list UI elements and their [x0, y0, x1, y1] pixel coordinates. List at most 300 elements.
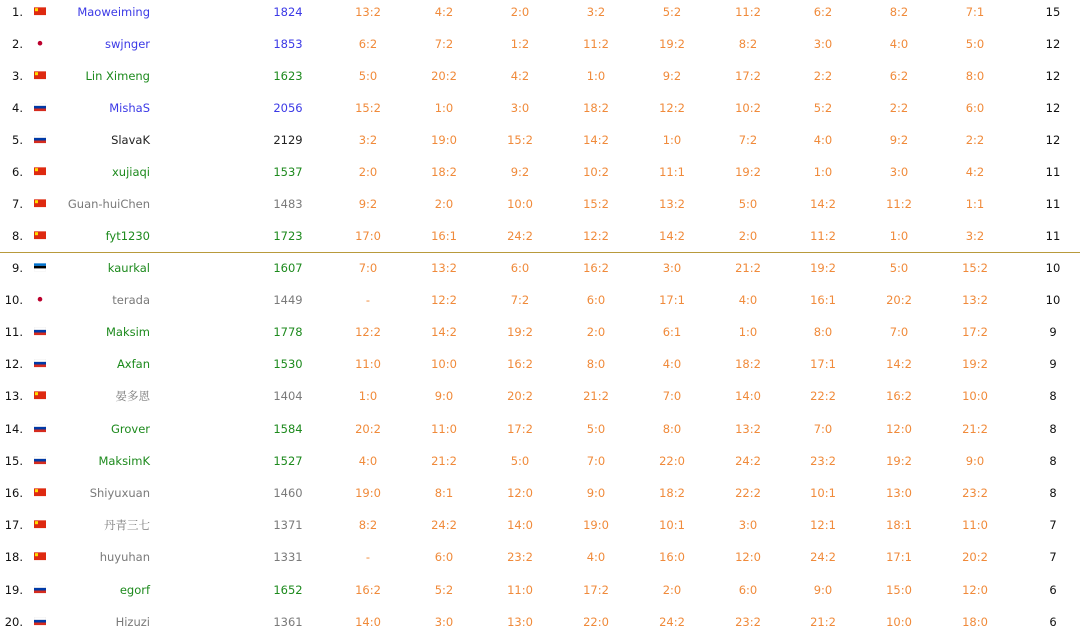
rating: 1371 — [273, 518, 303, 532]
total-score: 8 — [1049, 422, 1057, 436]
rating: 2129 — [273, 133, 303, 147]
round-result[interactable]: 9:0 — [965, 454, 985, 468]
round-result[interactable]: 16:2 — [583, 261, 609, 275]
player-name-link[interactable]: Lin Ximeng — [85, 69, 150, 83]
round-result[interactable]: 9:2 — [358, 197, 378, 211]
table-row — [0, 606, 1080, 638]
round-result[interactable]: 10:1 — [659, 518, 685, 532]
round-result[interactable]: 3:2 — [586, 5, 606, 19]
round-result[interactable]: 16:1 — [431, 229, 457, 243]
round-result[interactable]: 6:2 — [358, 37, 378, 51]
rating: 1584 — [273, 422, 303, 436]
round-result[interactable]: 8:1 — [434, 486, 454, 500]
flag-jp-icon — [34, 39, 46, 47]
flag-jp-icon — [34, 295, 46, 303]
round-result[interactable]: 9:0 — [813, 583, 833, 597]
round-result[interactable]: 17:1 — [886, 550, 912, 564]
round-result[interactable]: 12:0 — [886, 422, 912, 436]
round-result[interactable]: 4:0 — [889, 37, 909, 51]
round-result[interactable]: 24:2 — [659, 615, 685, 629]
round-result[interactable]: 6:0 — [586, 293, 606, 307]
round-result[interactable]: 3:0 — [889, 165, 909, 179]
round-result[interactable]: 4:0 — [586, 550, 606, 564]
table-row — [0, 380, 1080, 412]
round-result[interactable]: 13:2 — [355, 5, 381, 19]
table-row — [0, 188, 1080, 220]
round-result[interactable]: 1:0 — [662, 133, 682, 147]
player-name-link[interactable]: SlavaK — [111, 133, 150, 147]
round-result[interactable]: 4:0 — [358, 454, 378, 468]
round-result[interactable]: 7:2 — [510, 293, 530, 307]
round-result[interactable]: 7:2 — [738, 133, 758, 147]
table-row — [0, 574, 1080, 606]
round-result[interactable]: 9:0 — [434, 389, 454, 403]
round-result[interactable]: 22:2 — [810, 389, 836, 403]
round-result[interactable]: 17:2 — [507, 422, 533, 436]
flag-ru-icon — [34, 103, 46, 111]
total-score: 10 — [1045, 293, 1061, 307]
round-result[interactable]: 5:2 — [434, 583, 454, 597]
round-result[interactable]: 12:0 — [962, 583, 988, 597]
round-result[interactable]: 23:2 — [735, 615, 761, 629]
round-result[interactable]: 16:2 — [355, 583, 381, 597]
round-result[interactable]: 4:2 — [434, 5, 454, 19]
round-result[interactable]: 4:2 — [965, 165, 985, 179]
round-result[interactable]: 13:0 — [507, 615, 533, 629]
round-result[interactable]: 14:2 — [886, 357, 912, 371]
round-result[interactable]: 4:0 — [662, 357, 682, 371]
flag-ru-icon — [34, 585, 46, 593]
round-result[interactable]: 19:2 — [659, 37, 685, 51]
rating: 1607 — [273, 261, 303, 275]
rank: 18. — [4, 550, 23, 564]
round-result[interactable]: 3:2 — [965, 229, 985, 243]
rating: 1723 — [273, 229, 303, 243]
rank: 10. — [4, 293, 23, 307]
round-result[interactable]: 1:0 — [738, 325, 758, 339]
rank: 15. — [4, 454, 23, 468]
round-result[interactable]: 14:2 — [659, 229, 685, 243]
round-result[interactable]: 6:1 — [662, 325, 682, 339]
rating: 1824 — [273, 5, 303, 19]
round-result[interactable]: 8:2 — [358, 518, 378, 532]
rating: 1460 — [273, 486, 303, 500]
round-result[interactable]: 3:0 — [510, 101, 530, 115]
round-result[interactable]: 21:2 — [583, 389, 609, 403]
round-result[interactable]: 22:0 — [583, 615, 609, 629]
round-result[interactable]: 13:2 — [659, 197, 685, 211]
qualification-divider — [0, 252, 1080, 253]
total-score: 12 — [1045, 37, 1061, 51]
round-result[interactable]: 21:2 — [431, 454, 457, 468]
round-result[interactable]: 3:0 — [434, 615, 454, 629]
table-row — [0, 28, 1080, 60]
round-result[interactable]: 5:0 — [738, 197, 758, 211]
table-row — [0, 284, 1080, 316]
rating: 1778 — [273, 325, 303, 339]
round-result[interactable]: 16:0 — [659, 550, 685, 564]
round-result[interactable]: 13:2 — [431, 261, 457, 275]
round-result[interactable]: 6:2 — [889, 69, 909, 83]
rating: 1537 — [273, 165, 303, 179]
rank: 13. — [4, 389, 23, 403]
round-result[interactable]: 1:1 — [965, 197, 985, 211]
round-result[interactable]: 13:2 — [735, 422, 761, 436]
round-result[interactable]: 3:0 — [662, 261, 682, 275]
table-row — [0, 252, 1080, 284]
table-row — [0, 60, 1080, 92]
round-result[interactable]: 19:0 — [355, 486, 381, 500]
round-result[interactable]: 9:2 — [662, 69, 682, 83]
table-row — [0, 220, 1080, 252]
round-result[interactable]: 14:0 — [355, 615, 381, 629]
rank: 5. — [12, 133, 23, 147]
round-result[interactable]: 10:2 — [735, 101, 761, 115]
table-row — [0, 477, 1080, 509]
total-score: 6 — [1049, 583, 1057, 597]
flag-cn-icon — [34, 7, 46, 15]
round-result[interactable]: 18:2 — [735, 357, 761, 371]
round-result[interactable]: 24:2 — [735, 454, 761, 468]
round-result[interactable]: 15:2 — [507, 133, 533, 147]
round-result[interactable]: 14:2 — [583, 133, 609, 147]
round-result[interactable]: 2:2 — [965, 133, 985, 147]
round-result[interactable]: 20:2 — [962, 550, 988, 564]
round-result[interactable]: 10:2 — [583, 165, 609, 179]
player-name-link[interactable]: fyt1230 — [105, 229, 150, 243]
round-result[interactable]: 7:2 — [434, 37, 454, 51]
player-name-link[interactable]: Guan-huiChen — [67, 197, 151, 211]
player-name-link[interactable]: Maksim — [105, 325, 150, 339]
round-result[interactable]: 7:1 — [965, 5, 985, 19]
round-result[interactable]: 18:2 — [583, 101, 609, 115]
flag-cn-icon — [34, 391, 46, 399]
total-score: 12 — [1045, 69, 1061, 83]
player-name-link[interactable]: terada — [112, 293, 150, 307]
round-result[interactable]: 15:2 — [962, 261, 988, 275]
round-result[interactable]: 3:0 — [738, 518, 758, 532]
round-result[interactable]: 20:2 — [355, 422, 381, 436]
round-result[interactable]: 12:1 — [810, 518, 836, 532]
flag-ee-icon — [34, 263, 46, 271]
round-result[interactable]: 7:0 — [358, 261, 378, 275]
round-result[interactable]: 10:0 — [886, 615, 912, 629]
round-result[interactable]: 18:2 — [659, 486, 685, 500]
round-result[interactable]: 21:2 — [735, 261, 761, 275]
round-result[interactable]: 19:2 — [810, 261, 836, 275]
round-result[interactable]: - — [365, 550, 371, 564]
player-name-link[interactable]: Axfan — [116, 357, 150, 371]
round-result[interactable]: 7:0 — [586, 454, 606, 468]
round-result[interactable]: 17:2 — [583, 583, 609, 597]
round-result[interactable]: 11:2 — [886, 197, 912, 211]
round-result[interactable]: 6:0 — [965, 101, 985, 115]
player-name-link[interactable]: Hizuzi — [115, 615, 150, 629]
round-result[interactable]: 2:0 — [510, 5, 530, 19]
table-row — [0, 413, 1080, 445]
round-result[interactable]: 6:2 — [813, 5, 833, 19]
rank: 4. — [12, 101, 23, 115]
round-result[interactable]: 12:2 — [431, 293, 457, 307]
player-name-link[interactable]: MaksimK — [98, 454, 150, 468]
table-row — [0, 348, 1080, 380]
player-name-link[interactable]: Shiyuxuan — [89, 486, 150, 500]
round-result[interactable]: 10:0 — [431, 357, 457, 371]
player-name-link[interactable]: huyuhan — [99, 550, 151, 564]
table-row — [0, 156, 1080, 188]
round-result[interactable]: 17:2 — [962, 325, 988, 339]
rating: 1331 — [273, 550, 303, 564]
rating: 2056 — [273, 101, 303, 115]
player-name-link[interactable]: 晏多恩 — [115, 389, 150, 403]
round-result[interactable]: 4:0 — [738, 293, 758, 307]
round-result[interactable]: 8:2 — [889, 5, 909, 19]
player-name-link[interactable]: swjnger — [105, 37, 151, 51]
round-result[interactable]: 9:0 — [586, 486, 606, 500]
rank: 19. — [4, 583, 23, 597]
round-result[interactable]: 17:1 — [659, 293, 685, 307]
round-result[interactable]: 23:2 — [507, 550, 533, 564]
total-score: 10 — [1045, 261, 1061, 275]
round-result[interactable]: 1:0 — [358, 389, 378, 403]
round-result[interactable]: 19:2 — [886, 454, 912, 468]
round-result[interactable]: - — [365, 293, 371, 307]
round-result[interactable]: 2:0 — [358, 165, 378, 179]
round-result[interactable]: 8:0 — [586, 357, 606, 371]
round-result[interactable]: 7:0 — [662, 389, 682, 403]
round-result[interactable]: 20:2 — [886, 293, 912, 307]
round-result[interactable]: 19:2 — [962, 357, 988, 371]
round-result[interactable]: 19:2 — [507, 325, 533, 339]
round-result[interactable]: 10:0 — [962, 389, 988, 403]
round-result[interactable]: 2:0 — [738, 229, 758, 243]
round-result[interactable]: 16:1 — [810, 293, 836, 307]
round-result[interactable]: 21:2 — [962, 422, 988, 436]
player-name-link[interactable]: xujiaqi — [111, 165, 150, 179]
round-result[interactable]: 22:2 — [735, 486, 761, 500]
table-row — [0, 316, 1080, 348]
round-result[interactable]: 15:0 — [886, 583, 912, 597]
round-result[interactable]: 12:0 — [507, 486, 533, 500]
round-result[interactable]: 17:1 — [810, 357, 836, 371]
round-result[interactable]: 3:0 — [813, 37, 833, 51]
rating: 1652 — [273, 583, 303, 597]
total-score: 9 — [1049, 357, 1057, 371]
round-result[interactable]: 18:2 — [431, 165, 457, 179]
round-result[interactable]: 7:0 — [889, 325, 909, 339]
round-result[interactable]: 20:2 — [507, 389, 533, 403]
round-result[interactable]: 9:2 — [889, 133, 909, 147]
round-result[interactable]: 2:0 — [586, 325, 606, 339]
round-result[interactable]: 15:2 — [355, 101, 381, 115]
round-result[interactable]: 5:0 — [965, 37, 985, 51]
player-name-link[interactable]: egorf — [119, 583, 150, 597]
flag-cn-icon — [34, 231, 46, 239]
round-result[interactable]: 19:0 — [583, 518, 609, 532]
total-score: 9 — [1049, 325, 1057, 339]
round-result[interactable]: 24:2 — [507, 229, 533, 243]
rank: 11. — [4, 325, 23, 339]
round-result[interactable]: 11:0 — [962, 518, 988, 532]
rank: 7. — [12, 197, 23, 211]
round-result[interactable]: 3:2 — [358, 133, 378, 147]
round-result[interactable]: 4:2 — [510, 69, 530, 83]
round-result[interactable]: 2:0 — [434, 197, 454, 211]
round-result[interactable]: 14:0 — [507, 518, 533, 532]
flag-cn-icon — [34, 552, 46, 560]
round-result[interactable]: 1:0 — [434, 101, 454, 115]
round-result[interactable]: 2:2 — [813, 69, 833, 83]
round-result[interactable]: 19:2 — [735, 165, 761, 179]
player-name-link[interactable]: MishaS — [109, 101, 150, 115]
round-result[interactable]: 4:0 — [813, 133, 833, 147]
round-result[interactable]: 6:0 — [434, 550, 454, 564]
table-row — [0, 0, 1080, 28]
round-result[interactable]: 1:2 — [510, 37, 530, 51]
rank: 6. — [12, 165, 23, 179]
rank: 3. — [12, 69, 23, 83]
rank: 17. — [4, 518, 23, 532]
total-score: 8 — [1049, 454, 1057, 468]
round-result[interactable]: 6:0 — [738, 583, 758, 597]
total-score: 8 — [1049, 389, 1057, 403]
rating: 1361 — [273, 615, 303, 629]
round-result[interactable]: 9:2 — [510, 165, 530, 179]
round-result[interactable]: 10:0 — [507, 197, 533, 211]
rating: 1853 — [273, 37, 303, 51]
table-row — [0, 124, 1080, 156]
table-row — [0, 92, 1080, 124]
round-result[interactable]: 22:0 — [659, 454, 685, 468]
rating: 1530 — [273, 357, 303, 371]
round-result[interactable]: 11:2 — [810, 229, 836, 243]
rank: 2. — [12, 37, 23, 51]
rank: 20. — [4, 615, 23, 629]
round-result[interactable]: 14:0 — [735, 389, 761, 403]
rank: 1. — [12, 5, 23, 19]
round-result[interactable]: 7:0 — [813, 422, 833, 436]
round-result[interactable]: 13:2 — [962, 293, 988, 307]
round-result[interactable]: 6:0 — [510, 261, 530, 275]
round-result[interactable]: 8:0 — [965, 69, 985, 83]
round-result[interactable]: 11:0 — [507, 583, 533, 597]
rating: 1623 — [273, 69, 303, 83]
round-result[interactable]: 14:2 — [810, 197, 836, 211]
round-result[interactable]: 5:0 — [889, 261, 909, 275]
round-result[interactable]: 16:2 — [507, 357, 533, 371]
round-result[interactable]: 12:2 — [355, 325, 381, 339]
flag-cn-icon — [34, 71, 46, 79]
round-result[interactable]: 24:2 — [431, 518, 457, 532]
round-result[interactable]: 5:0 — [586, 422, 606, 436]
flag-ru-icon — [34, 424, 46, 432]
round-result[interactable]: 10:1 — [810, 486, 836, 500]
round-result[interactable]: 1:0 — [586, 69, 606, 83]
total-score: 11 — [1045, 229, 1061, 243]
table-row — [0, 541, 1080, 573]
total-score: 15 — [1045, 5, 1061, 19]
round-result[interactable]: 12:0 — [735, 550, 761, 564]
rank: 14. — [4, 422, 23, 436]
flag-ru-icon — [34, 135, 46, 143]
total-score: 8 — [1049, 486, 1057, 500]
round-result[interactable]: 14:2 — [431, 325, 457, 339]
round-result[interactable]: 19:0 — [431, 133, 457, 147]
rating: 1483 — [273, 197, 303, 211]
player-name-link[interactable]: 丹青三七 — [104, 518, 150, 532]
player-name-link[interactable]: Maoweiming — [77, 5, 151, 19]
round-result[interactable]: 12:2 — [659, 101, 685, 115]
rank: 9. — [12, 261, 23, 275]
total-score: 11 — [1045, 197, 1061, 211]
flag-ru-icon — [34, 617, 46, 625]
flag-ru-icon — [34, 456, 46, 464]
round-result[interactable]: 5:2 — [662, 5, 682, 19]
total-score: 12 — [1045, 133, 1061, 147]
round-result[interactable]: 8:2 — [738, 37, 758, 51]
round-result[interactable]: 16:2 — [886, 389, 912, 403]
round-result[interactable]: 11:0 — [431, 422, 457, 436]
round-result[interactable]: 11:2 — [735, 5, 761, 19]
round-result[interactable]: 5:2 — [813, 101, 833, 115]
round-result[interactable]: 1:0 — [813, 165, 833, 179]
round-result[interactable]: 11:1 — [659, 165, 685, 179]
table-row — [0, 509, 1080, 541]
total-score: 12 — [1045, 101, 1061, 115]
flag-ru-icon — [34, 359, 46, 367]
rating: 1404 — [273, 389, 303, 403]
rating: 1527 — [273, 454, 303, 468]
round-result[interactable]: 23:2 — [962, 486, 988, 500]
total-score: 11 — [1045, 165, 1061, 179]
round-result[interactable]: 5:0 — [358, 69, 378, 83]
player-name-link[interactable]: Grover — [110, 422, 151, 436]
total-score: 7 — [1049, 518, 1057, 532]
flag-cn-icon — [34, 488, 46, 496]
round-result[interactable]: 2:0 — [662, 583, 682, 597]
round-result[interactable]: 18:0 — [962, 615, 988, 629]
round-result[interactable]: 8:0 — [813, 325, 833, 339]
round-result[interactable]: 15:2 — [583, 197, 609, 211]
rank: 12. — [4, 357, 23, 371]
flag-cn-icon — [34, 167, 46, 175]
round-result[interactable]: 20:2 — [431, 69, 457, 83]
table-row — [0, 445, 1080, 477]
total-score: 7 — [1049, 550, 1057, 564]
round-result[interactable]: 17:0 — [355, 229, 381, 243]
flag-ru-icon — [34, 327, 46, 335]
round-result[interactable]: 11:0 — [355, 357, 381, 371]
rank: 8. — [12, 229, 23, 243]
round-result[interactable]: 5:0 — [510, 454, 530, 468]
flag-cn-icon — [34, 520, 46, 528]
round-result[interactable]: 11:2 — [583, 37, 609, 51]
round-result[interactable]: 21:2 — [810, 615, 836, 629]
round-result[interactable]: 23:2 — [810, 454, 836, 468]
round-result[interactable]: 1:0 — [889, 229, 909, 243]
round-result[interactable]: 8:0 — [662, 422, 682, 436]
round-result[interactable]: 18:1 — [886, 518, 912, 532]
rating: 1449 — [273, 293, 303, 307]
rank: 16. — [4, 486, 23, 500]
player-name-link[interactable]: kaurkal — [107, 261, 151, 275]
round-result[interactable]: 17:2 — [735, 69, 761, 83]
round-result[interactable]: 13:0 — [886, 486, 912, 500]
round-result[interactable]: 24:2 — [810, 550, 836, 564]
flag-cn-icon — [34, 199, 46, 207]
round-result[interactable]: 12:2 — [583, 229, 609, 243]
round-result[interactable]: 2:2 — [889, 101, 909, 115]
